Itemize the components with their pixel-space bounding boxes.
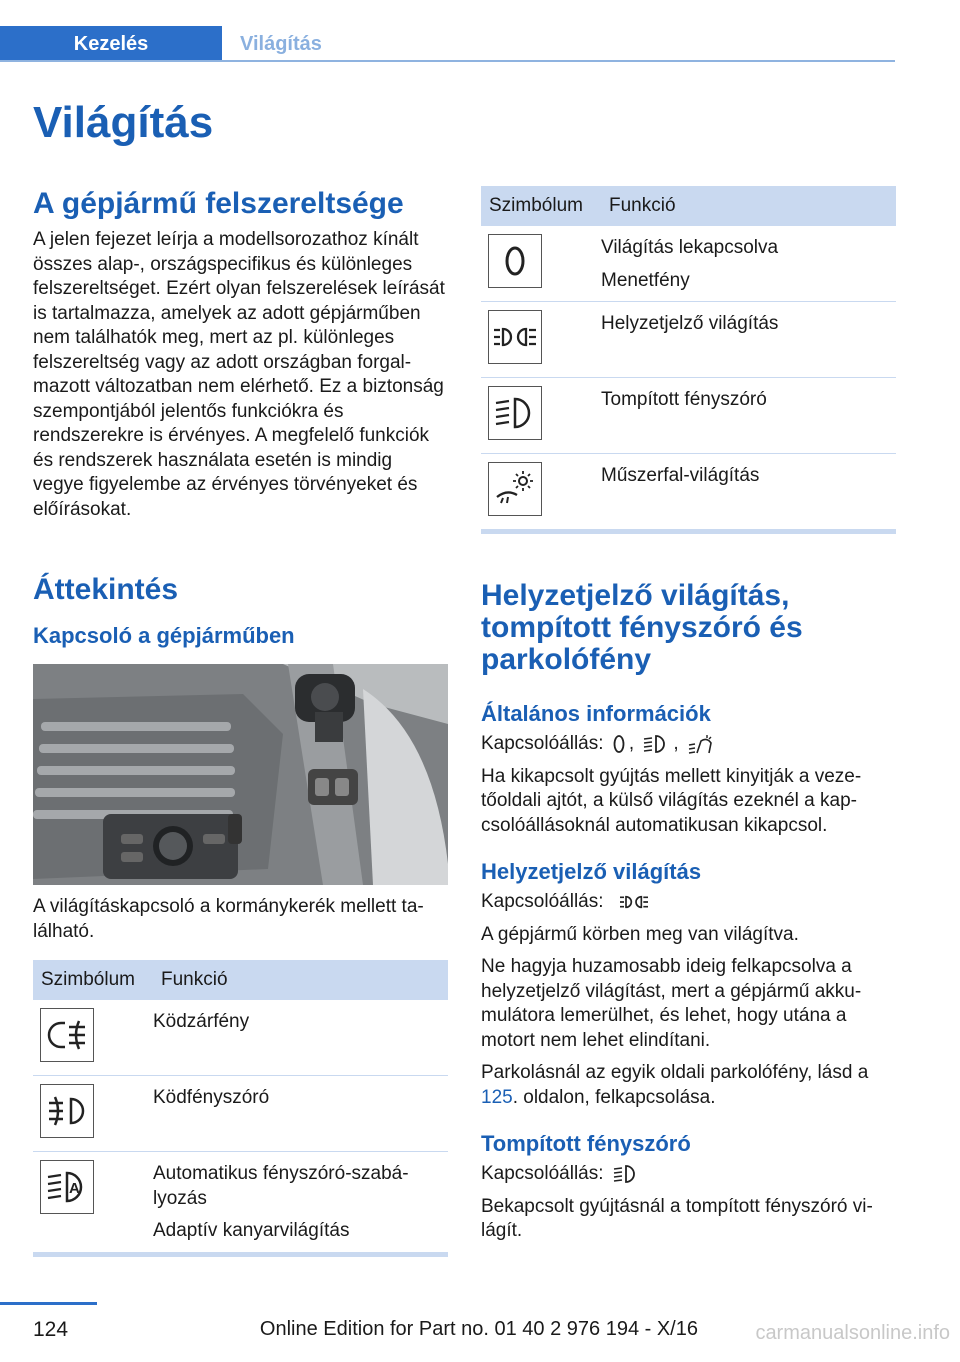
- parking-light-icon: [488, 310, 542, 364]
- col-header-function: Funkció: [161, 969, 228, 990]
- section-parking-light: Helyzetjelző világítás: [481, 859, 702, 884]
- front-fog-light-icon: [40, 1084, 94, 1138]
- table-end-rule: [481, 530, 896, 534]
- section-equipment-text: A jelen fejezet leírja a modellsorozathoz kínált összes alap-, országspecifikus és különleges felszereltséget. Ezért olyan felszerelések leírását is tartalmazza, amelyek az adott gépjárműben nem találhatók meg, mert az pl. különleges felszereltség vagy az adott országban forgalmazott változatban nem elérhető. Ez a biztonság szempontjából jelentős funkciókra és rendszerekre is érvényes. A megfelelő funkciók és rendszerek használata esetén is mindig vegye figyelembe az érvényes törvényeket és előírásokat.: [33, 229, 445, 520]
- left-column: [33, 178, 448, 1257]
- section-general-info: Általános információk: [481, 701, 711, 726]
- section-lights-title: Helyzetjelző világítás, tompított fényszóró és parkolófény: [481, 579, 803, 676]
- switch-position-line: [481, 1162, 896, 1187]
- table-row: [33, 1076, 448, 1152]
- section-overview-subtitle: Kapcsoló a gépjárműben: [33, 623, 295, 648]
- auto-headlight-icon: [40, 1160, 94, 1214]
- footer-rule: [0, 1302, 97, 1305]
- table-end-rule: [33, 1253, 448, 1257]
- zero-off-icon: [488, 234, 542, 288]
- page-number: 124: [33, 1318, 69, 1341]
- function-label: Ködfényszóró: [153, 1087, 270, 1108]
- section-overview-title: Áttekintés: [33, 573, 179, 606]
- function-label: Tompított fényszóró: [601, 389, 767, 410]
- parking-text-3a: Parkolásnál az egyik oldali parkolófény, lásd a: [481, 1062, 869, 1083]
- parking-text-3: [481, 1061, 896, 1110]
- light-switch-photo: [33, 664, 448, 885]
- parking-text-2: Ne hagyja huzamosabb ideig felkapcsolva a helyzetjelző világítást, mert a gépjármű akkumulátora lemerülhet, és lehet, hogy utána a motort nem lehet elindítani.: [481, 956, 862, 1051]
- low-beam-icon: [612, 1163, 640, 1185]
- function-label: Adaptív kanyarvilágítás: [153, 1220, 350, 1241]
- low-beam-icon: [642, 733, 670, 755]
- col-header-symbol: Szimbólum: [489, 195, 583, 216]
- function-label: Ködzárfény: [153, 1011, 250, 1032]
- function-label: Világítás lekapcsolva: [601, 237, 779, 258]
- switch-position-label: Kapcsolóállás:: [481, 891, 604, 912]
- right-column: [481, 178, 896, 1244]
- svg-text:A: A: [69, 1180, 80, 1197]
- header-tabs: [0, 26, 895, 62]
- page-reference-link[interactable]: 125: [481, 1086, 513, 1108]
- symbol-table-right: [481, 186, 896, 534]
- switch-position-label: Kapcsolóállás:: [481, 1163, 604, 1184]
- instrument-light-icon: [687, 733, 715, 755]
- table-row: [481, 302, 896, 378]
- table-row: [33, 1000, 448, 1076]
- function-label: Menetfény: [601, 269, 690, 291]
- online-edition-note: Online Edition for Part no. 01 40 2 976 194 - X/16: [259, 1318, 698, 1340]
- col-header-symbol: Szimbólum: [41, 969, 135, 990]
- switch-caption: A világításkapcsoló a kormánykerék mellett található.: [33, 896, 424, 942]
- switch-positions-line: [481, 732, 896, 757]
- table-header: [33, 960, 448, 1000]
- table-row: [481, 378, 896, 454]
- function-label: Helyzetjelző világítás: [601, 313, 779, 334]
- instrument-light-icon: [488, 462, 542, 516]
- low-beam-icon: [488, 386, 542, 440]
- page-title: Világítás: [33, 98, 214, 147]
- parking-light-icon: [612, 892, 656, 912]
- tab-kezeles[interactable]: Kezelés: [0, 26, 222, 62]
- auto-off-text: Ha kikapcsolt gyújtás mellett kinyitják a vezetőoldali ajtót, a külső világítás ezeknél a kapcsolóállásoknál automatikusan kikapcsol.: [481, 765, 862, 836]
- parking-text-3b: . oldalon, felkapcsolása.: [512, 1086, 716, 1108]
- switch-position-line: [481, 890, 896, 915]
- rear-fog-light-icon: [40, 1008, 94, 1062]
- function-label: Automatikus fényszóró-szabályozás: [153, 1163, 409, 1209]
- watermark: carmanualsonline.info: [755, 1322, 950, 1344]
- section-equipment-title: A gépjármű felszereltsége: [33, 187, 404, 220]
- table-row: [481, 454, 896, 530]
- separator: ,: [673, 733, 679, 754]
- table-header: [481, 186, 896, 226]
- table-row: [33, 1152, 448, 1253]
- symbol-table-left: [33, 960, 448, 1257]
- section-low-beam: Tompított fényszóró: [481, 1131, 691, 1156]
- function-label: Műszerfal-világítás: [601, 465, 760, 486]
- separator: ,: [628, 733, 635, 754]
- parking-text-1: A gépjármű körben meg van világítva.: [481, 923, 799, 945]
- table-row: [481, 226, 896, 302]
- low-beam-text: Bekapcsolt gyújtásnál a tompított fényszóró világít.: [481, 1195, 873, 1241]
- switch-position-label: Kapcsolóállás:: [481, 733, 604, 754]
- dashboard-illustration: [33, 664, 448, 885]
- header-rule: [0, 60, 895, 62]
- tab-vilagitas[interactable]: Világítás: [240, 32, 322, 55]
- zero-off-icon: [612, 734, 626, 754]
- col-header-function: Funkció: [609, 195, 676, 216]
